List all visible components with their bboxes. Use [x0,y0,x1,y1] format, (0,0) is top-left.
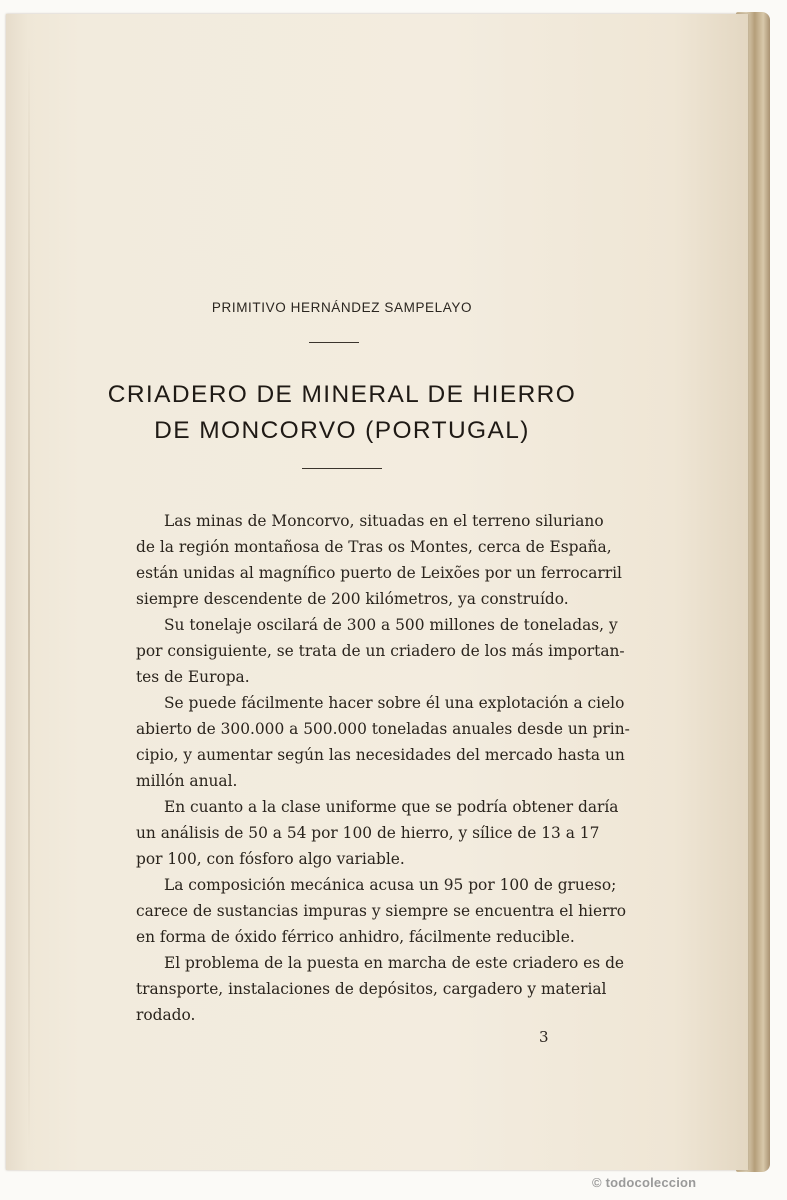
text-line: millón anual. [136,772,238,790]
author-divider [309,342,359,343]
text-line: Las minas de Moncorvo, situadas en el terreno siluriano [164,512,604,530]
paragraph [108,872,627,950]
paragraph [108,794,619,872]
text-line: abierto de 300.000 a 500.000 toneladas anuales desde un prin- [136,720,630,738]
text-line: rodado. [136,1006,196,1024]
text-line: por 100, con fósforo algo variable. [136,850,405,868]
text-line: transporte, instalaciones de depósitos, cargadero y material [136,980,607,998]
title-line-1: CRIADERO DE MINERAL DE HIERRO [107,381,577,408]
body-text [108,508,630,1028]
title-divider [302,468,382,469]
text-line: Su tonelaje oscilará de 300 a 500 millones de toneladas, y [164,616,618,634]
paragraph [108,508,622,612]
title-line-2: DE MONCORVO (PORTUGAL) [154,417,530,444]
paragraph [108,690,630,794]
text-line: siempre descendente de 200 kilómetros, ya construído. [136,590,569,608]
paragraph [108,950,625,1028]
page-gutter-shadow [28,44,30,1154]
text-line: tes de Europa. [136,668,250,686]
text-line: Se puede fácilmente hacer sobre él una explotación a cielo [164,694,625,712]
author-name: PRIMITIVO HERNÁNDEZ SAMPELAYO [211,300,473,315]
book-page [6,14,748,1170]
text-line: cipio, y aumentar según las necesidades del mercado hasta un [136,746,625,764]
page-number: 3 [539,1028,549,1046]
paragraph [108,612,625,690]
text-line: están unidas al magnífico puerto de Leixões por un ferrocarril [136,564,622,582]
text-line: un análisis de 50 a 54 por 100 de hierro, y sílice de 13 a 17 [136,824,600,842]
text-line: En cuanto a la clase uniforme que se podría obtener daría [164,798,619,816]
watermark-text: © todocoleccion [592,1175,697,1190]
text-line: en forma de óxido férrico anhidro, fácilmente reducible. [136,928,575,946]
text-line: de la región montañosa de Tras os Montes, cerca de España, [136,538,612,556]
text-line: La composición mecánica acusa un 95 por 100 de grueso; [164,876,617,894]
text-line: El problema de la puesta en marcha de este criadero es de [164,954,625,972]
text-line: carece de sustancias impuras y siempre se encuentra el hierro [136,902,627,920]
text-line: por consiguiente, se trata de un criadero de los más importan- [136,642,625,660]
